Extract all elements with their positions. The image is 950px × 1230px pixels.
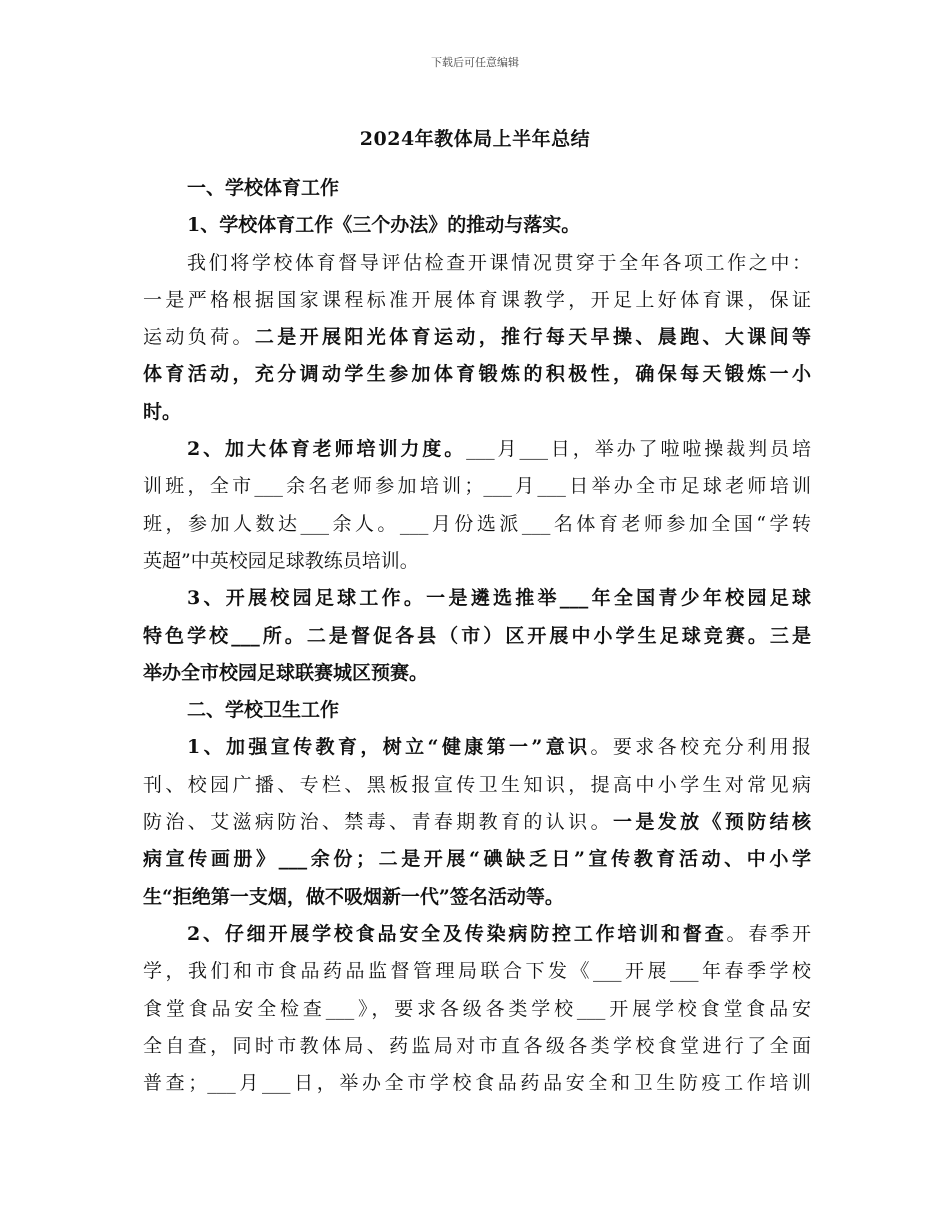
text-segment: 。春季开: [726, 922, 811, 945]
text-line: [143, 282, 811, 319]
text-line: [143, 953, 811, 990]
text-segment: 时。: [143, 400, 182, 423]
text-line: [143, 916, 811, 953]
text-line: [143, 692, 811, 729]
text-line: [143, 618, 811, 655]
text-segment: 举办全市校园足球联赛城区预赛。: [143, 661, 429, 684]
text-line: [143, 468, 811, 505]
text-segment: 班，参加人数达___余人。___月份选派___名体育老师参加全国“学转: [143, 512, 811, 535]
text-segment: 全自查，同时市教体局、药监局对市直各级各类学校食堂进行了全面: [143, 1034, 811, 1057]
text-line: [143, 245, 811, 282]
text-segment: 英超”中英校园足球教练员培训。: [143, 549, 419, 572]
text-line: [143, 841, 811, 878]
text-line: [143, 356, 811, 393]
text-segment: 刊、校园广播、专栏、黑板报宣传卫生知识，提高中小学生对常见病: [143, 773, 811, 796]
text-segment: 一是严格根据国家课程标准开展体育课教学，开足上好体育课，保证: [143, 288, 811, 311]
text-line: [143, 431, 811, 468]
text-line: [143, 170, 811, 207]
text-line: [143, 1028, 811, 1065]
text-segment: 生“拒绝第一支烟，做不吸烟新一代”签名活动等。: [143, 885, 564, 908]
text-segment: 我们将学校体育督导评估检查开课情况贯穿于全年各项工作之中：: [187, 251, 811, 274]
document-body: [143, 170, 811, 1102]
text-segment: 1、学校体育工作《三个办法》的推动与落实。: [187, 214, 581, 237]
text-line: [143, 543, 811, 580]
text-segment: 一、学校体育工作: [187, 177, 340, 199]
text-line: [143, 655, 811, 692]
text-segment: 一是发放《预防结核: [612, 811, 811, 834]
text-line: [143, 729, 811, 766]
text-segment: 病宣传画册》___余份；二是开展“碘缺乏日”宣传教育活动、中小学: [143, 848, 811, 871]
text-line: [143, 580, 811, 617]
text-line: [143, 394, 811, 431]
text-line: [143, 319, 811, 356]
document-title: 2024年教体局上半年总结: [359, 128, 591, 150]
header-note: 下载后可任意编辑: [431, 56, 519, 69]
text-segment: 体育活动，充分调动学生参加体育锻炼的积极性，确保每天锻炼一小: [143, 363, 811, 386]
text-segment: ___月___日，举办了啦啦操裁判员培: [466, 438, 811, 461]
text-segment: 2、仔细开展学校食品安全及传染病防控工作培训和督查: [187, 922, 727, 945]
text-segment: 特色学校___所。二是督促各县（市）区开展中小学生足球竞赛。三是: [143, 624, 811, 647]
text-line: [143, 506, 811, 543]
text-line: [143, 767, 811, 804]
text-segment: 。要求各校充分利用报: [590, 736, 811, 759]
text-line: [143, 804, 811, 841]
text-segment: 学，我们和市食品药品监督管理局联合下发《___开展___年春季学校: [143, 960, 811, 983]
text-segment: 二是开展阳光体育运动，推行每天早操、晨跑、大课间等: [254, 326, 811, 349]
text-segment: 防治、艾滋病防治、禁毒、青春期教育的认识。: [143, 811, 613, 834]
text-segment: 二、学校卫生工作: [187, 699, 340, 722]
text-segment: 运动负荷。: [143, 326, 255, 349]
text-line: [143, 1065, 811, 1102]
text-line: [143, 991, 811, 1028]
text-segment: 1、加强宣传教育，树立“健康第一”意识: [187, 736, 591, 759]
text-segment: 训班，全市___余名老师参加培训；___月___日举办全市足球老师培训: [143, 475, 811, 498]
text-line: [143, 879, 811, 916]
text-segment: 普查；___月___日，举办全市学校食品药品安全和卫生防疫工作培训: [143, 1072, 811, 1095]
text-segment: 食堂食品安全检查___》，要求各级各类学校___开展学校食堂食品安: [143, 997, 811, 1020]
text-line: [143, 207, 811, 244]
text-segment: 3、开展校园足球工作。一是遴选推举___年全国青少年校园足球: [187, 587, 811, 610]
text-segment: 2、加大体育老师培训力度。: [187, 438, 467, 461]
